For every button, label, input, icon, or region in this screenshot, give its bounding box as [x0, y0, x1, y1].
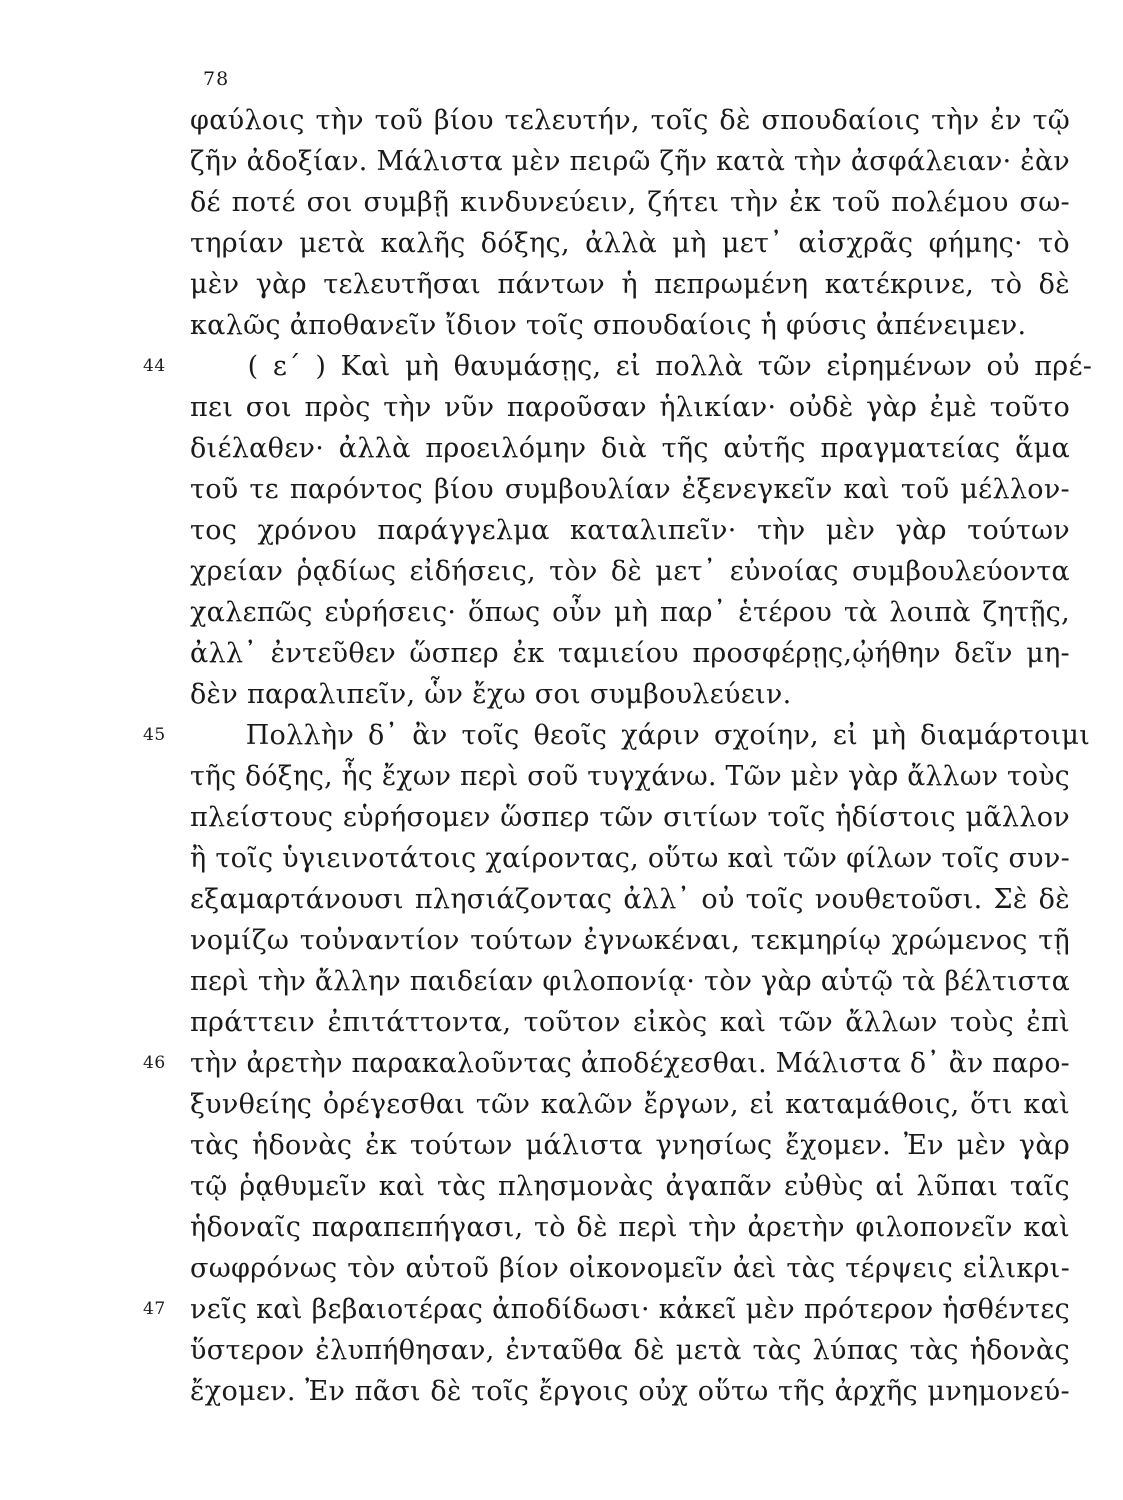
line-text: πει σοι πρὸς τὴν νῦν παροῦσαν ἡλικίαν· οὐδὲ γὰρ ἐμὲ τοῦτο — [190, 392, 1071, 423]
text-line — [190, 1371, 1070, 1412]
line-text: φαύλοις τὴν τοῦ βίου τελευτήν, τοῖς δὲ σπουδαίοις τὴν ἐν τῷ — [190, 105, 1071, 136]
line-text: νομίζω τοὐναντίον τούτων ἐγνωκέναι, τεκμηρίῳ χρώμενος τῇ — [190, 925, 1070, 956]
section-number: 46 — [143, 1053, 166, 1073]
line-text: ζῆν ἀδοξίαν. Μάλιστα μὲν πειρῶ ζῆν κατὰ τὴν ἀσφάλειαν· ἐὰν — [190, 146, 1070, 177]
text-line — [190, 305, 1070, 346]
text-line — [190, 1166, 1070, 1207]
text-line — [190, 756, 1070, 797]
text-line — [190, 387, 1070, 428]
line-text: ἡδοναῖς παραπεπήγασι, τὸ δὲ περὶ τὴν ἀρετὴν φιλοπονεῖν καὶ — [190, 1212, 1070, 1243]
line-text: ἢ τοῖς ὑγιεινοτάτοις χαίροντας, οὕτω καὶ τῶν φίλων τοῖς συν- — [190, 843, 1071, 874]
text-line — [190, 510, 1070, 551]
section-number: 45 — [143, 725, 166, 745]
text-line — [143, 715, 1091, 756]
section-number: 44 — [143, 356, 166, 376]
line-text: τὰς ἡδονὰς ἐκ τούτων μάλιστα γνησίως ἔχομεν. Ἐν μὲν γὰρ — [190, 1130, 1071, 1161]
line-text: τῆς δόξης, ἧς ἔχων περὶ σοῦ τυγχάνω. Τῶν μὲν γὰρ ἄλλων τοὺς — [190, 761, 1071, 792]
line-text: καλῶς ἀποθανεῖν ἴδιον τοῖς σπουδαίοις ἡ φύσις ἀπένειμεν. — [190, 310, 1027, 341]
line-text: τοῦ τε παρόντος βίου συμβουλίαν ἐξενεγκεῖν καὶ τοῦ μέλλον- — [190, 474, 1070, 505]
line-text: Πολλὴν δ᾽ ἂν τοῖς θεοῖς χάριν σχοίην, εἰ μὴ διαμάρτοιμι — [190, 720, 1091, 751]
line-text: τὴν ἀρετὴν παρακαλοῦντας ἀποδέχεσθαι. Μάλιστα δ᾽ ἂν παρο- — [190, 1048, 1070, 1079]
line-text: μὲν γὰρ τελευτῆσαι πάντων ἡ πεπρωμένη κατέκρινε, τὸ δὲ — [190, 269, 1070, 300]
line-text: διέλαθεν· ἀλλὰ προειλόμην διὰ τῆς αὐτῆς πραγματείας ἅμα — [190, 433, 1071, 464]
text-line — [190, 633, 1070, 674]
line-text: ξυνθείης ὀρέγεσθαι τῶν καλῶν ἔργων, εἰ καταμάθοις, ὅτι καὶ — [190, 1089, 1070, 1120]
line-text: ἔχομεν. Ἐν πᾶσι δὲ τοῖς ἔργοις οὐχ οὕτω τῆς ἀρχῆς μνημονεύ- — [190, 1376, 1070, 1407]
text-line — [190, 1330, 1070, 1371]
text-line — [143, 1043, 1070, 1084]
text-line — [190, 1125, 1070, 1166]
text-line — [190, 920, 1070, 961]
text-line — [190, 1084, 1070, 1125]
body-text — [143, 100, 1093, 1412]
line-text: εξαμαρτάνουσι πλησιάζοντας ἀλλ᾽ οὐ τοῖς νουθετοῦσι. Σὲ δὲ — [190, 884, 1071, 915]
text-line — [190, 838, 1070, 879]
line-text: περὶ τὴν ἄλλην παιδείαν φιλοπονίᾳ· τὸν γὰρ αὑτῷ τὰ βέλτιστα — [190, 966, 1071, 997]
text-line — [143, 346, 1093, 387]
text-line — [190, 551, 1070, 592]
text-line — [190, 100, 1070, 141]
line-text: σωφρόνως τὸν αὑτοῦ βίον οἰκονομεῖν ἀεὶ τὰς τέρψεις εἰλικρι- — [190, 1253, 1070, 1284]
text-line — [190, 592, 1070, 633]
line-text: δὲν παραλιπεῖν, ὧν ἔχω σοι συμβουλεύειν. — [190, 679, 792, 710]
text-line — [190, 182, 1070, 223]
line-text: δέ ποτέ σοι συμβῇ κινδυνεύειν, ζήτει τὴν ἐκ τοῦ πολέμου σω- — [190, 187, 1070, 218]
text-line — [143, 1289, 1071, 1330]
text-line — [190, 1002, 1070, 1043]
line-text: ὕστερον ἐλυπήθησαν, ἐνταῦθα δὲ μετὰ τὰς λύπας τὰς ἡδονὰς — [190, 1335, 1070, 1366]
line-text: τῷ ῥᾳθυμεῖν καὶ τὰς πλησμονὰς ἀγαπᾶν εὐθὺς αἱ λῦπαι ταῖς — [190, 1171, 1070, 1202]
line-text: ἀλλ᾽ ἐντεῦθεν ὥσπερ ἐκ ταμιείου προσφέρῃς,ᾠήθην δεῖν μη- — [190, 638, 1070, 669]
text-line — [190, 961, 1070, 1002]
page-number: 78 — [203, 68, 230, 90]
text-line — [190, 1207, 1070, 1248]
line-text: ( ε´ ) Καὶ μὴ θαυμάσῃς, εἰ πολλὰ τῶν εἰρημένων οὐ πρέ- — [190, 351, 1093, 382]
line-text: νεῖς καὶ βεβαιοτέρας ἀποδίδωσι· κἀκεῖ μὲν πρότερον ἡσθέντες — [190, 1294, 1071, 1325]
text-line — [190, 469, 1070, 510]
text-line — [190, 223, 1070, 264]
text-line — [190, 141, 1070, 182]
line-text: τος χρόνου παράγγελμα καταλιπεῖν· τὴν μὲν γὰρ τούτων — [190, 515, 1070, 546]
line-text: πράττειν ἐπιτάττοντα, τοῦτον εἰκὸς καὶ τῶν ἄλλων τοὺς ἐπὶ — [190, 1007, 1070, 1038]
text-line — [190, 264, 1070, 305]
text-line — [190, 428, 1070, 469]
line-text: χρείαν ῥᾳδίως εἰδήσεις, τὸν δὲ μετ᾽ εὐνοίας συμβουλεύοντα — [190, 556, 1070, 587]
text-line — [190, 879, 1070, 920]
line-text: χαλεπῶς εὑρήσεις· ὅπως οὖν μὴ παρ᾽ ἑτέρου τὰ λοιπὰ ζητῇς, — [190, 597, 1070, 628]
text-line — [190, 797, 1070, 838]
line-text: πλείστους εὑρήσομεν ὥσπερ τῶν σιτίων τοῖς ἡδίστοις μᾶλλον — [190, 802, 1070, 833]
text-line — [190, 674, 1070, 715]
section-number: 47 — [143, 1299, 166, 1319]
text-line — [190, 1248, 1070, 1289]
line-text: τηρίαν μετὰ καλῆς δόξης, ἀλλὰ μὴ μετ᾽ αἰσχρᾶς φήμης· τὸ — [190, 228, 1070, 259]
